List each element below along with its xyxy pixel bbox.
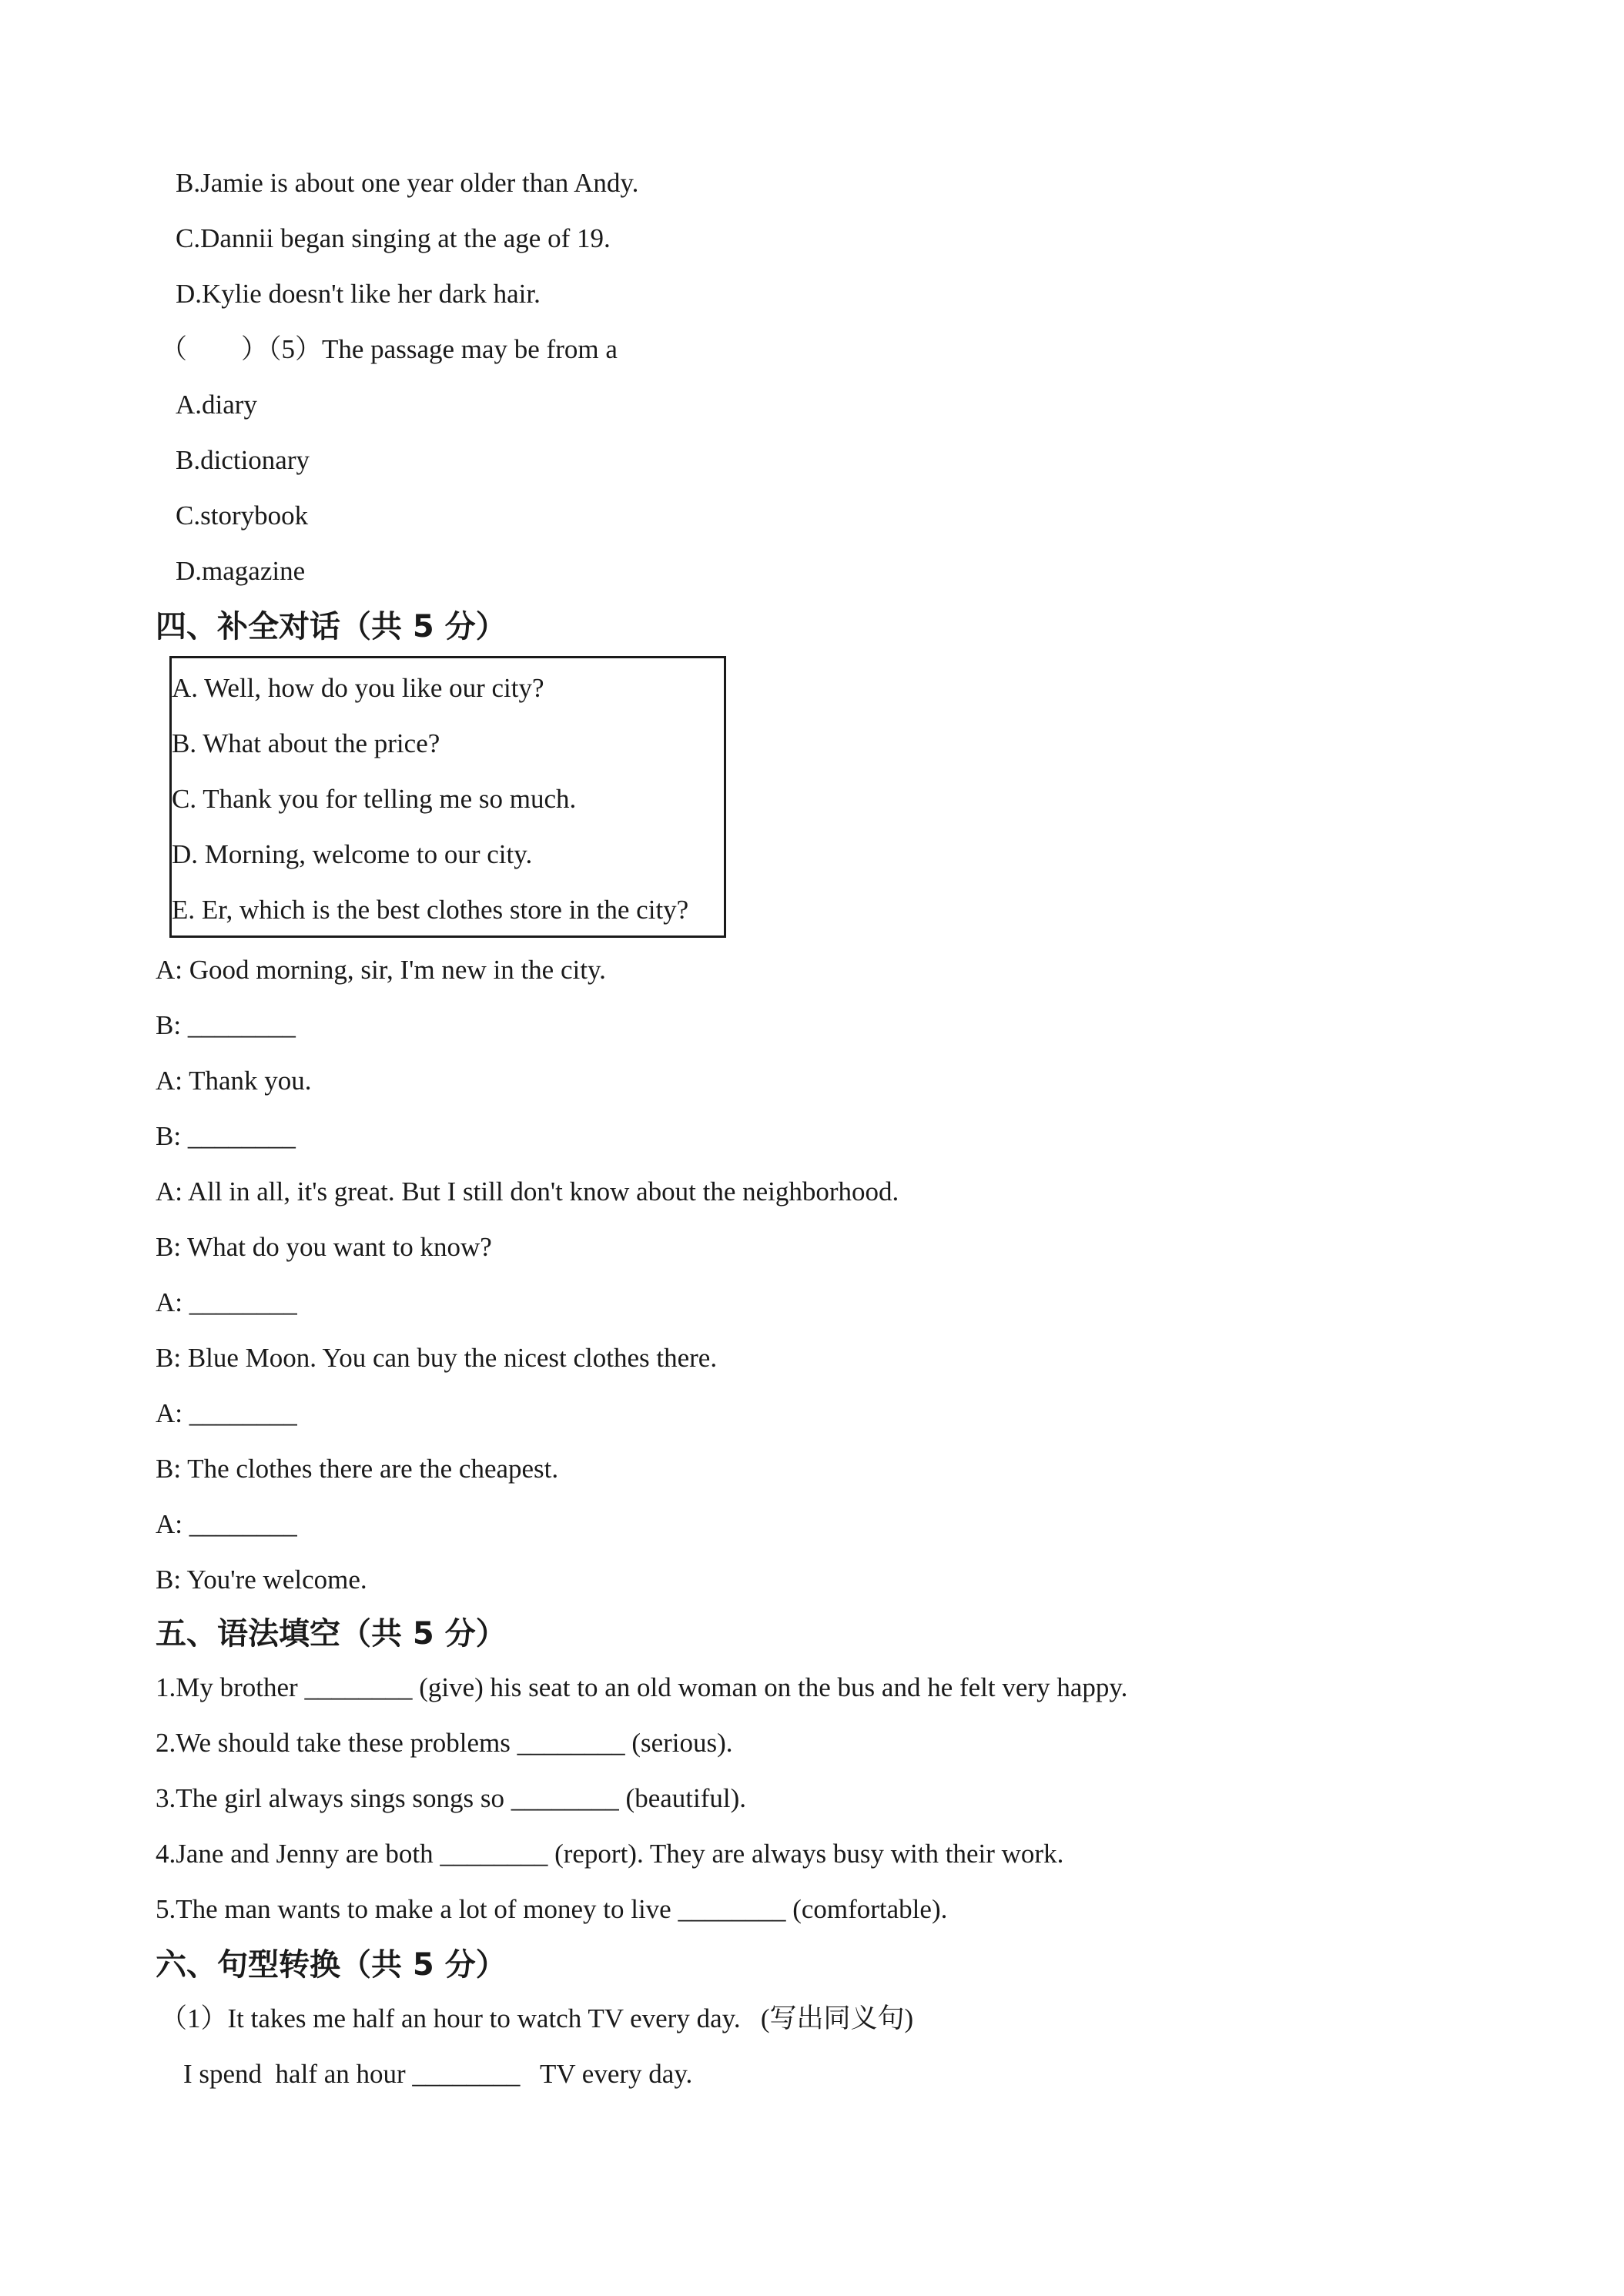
dialogue-line: A: ________ (156, 1287, 297, 1317)
grammar-item: 2.We should take these problems ________ (serious). (156, 1728, 733, 1758)
dialogue-line: B: ________ (156, 1121, 296, 1151)
section4-heading: 四、补全对话（共 5 分） (156, 609, 507, 644)
dialogue-line: B: You're welcome. (156, 1565, 367, 1595)
section6-heading: 六、句型转换（共 5 分） (156, 1947, 507, 1983)
dialogue-line: A: Thank you. (156, 1066, 312, 1096)
grammar-item: 1.My brother ________ (give) his seat to an old woman on the bus and he felt very happy. (156, 1672, 1128, 1702)
box-option-b: B. What about the price? (172, 728, 440, 758)
transform-q1-answer: I spend half an hour ________ TV every day. (183, 2059, 693, 2089)
dialogue-line: B: Blue Moon. You can buy the nicest clothes there. (156, 1343, 718, 1373)
q5-stem: （ ）（5）The passage may be from a (160, 334, 618, 364)
q5-option-c: C.storybook (176, 500, 309, 530)
q4-option-b: B.Jamie is about one year older than Andy. (176, 168, 639, 198)
dialogue-line: B: What do you want to know? (156, 1232, 492, 1262)
q5-option-d: D.magazine (176, 556, 306, 586)
dialogue-line: B: ________ (156, 1010, 296, 1040)
dialogue-line: A: ________ (156, 1509, 297, 1539)
box-option-e: E. Er, which is the best clothes store in the city? (172, 895, 689, 925)
box-option-a: A. Well, how do you like our city? (172, 673, 544, 703)
q4-option-d: D.Kylie doesn't like her dark hair. (176, 279, 541, 309)
box-option-c: C. Thank you for telling me so much. (172, 784, 577, 814)
box-option-d: D. Morning, welcome to our city. (172, 839, 533, 869)
grammar-item: 3.The girl always sings songs so ________ (beautiful). (156, 1783, 746, 1813)
transform-q1-stem: （1）It takes me half an hour to watch TV every day. (写出同义句) (160, 2003, 914, 2033)
q5-option-a: A.diary (176, 390, 257, 420)
q4-option-c: C.Dannii began singing at the age of 19. (176, 223, 611, 253)
dialogue-line: B: The clothes there are the cheapest. (156, 1454, 559, 1484)
section5-heading: 五、语法填空（共 5 分） (156, 1616, 507, 1652)
grammar-item: 4.Jane and Jenny are both ________ (report). They are always busy with their work. (156, 1839, 1064, 1869)
dialogue-line: A: Good morning, sir, I'm new in the city. (156, 955, 606, 985)
dialogue-line: A: ________ (156, 1398, 297, 1428)
grammar-item: 5.The man wants to make a lot of money to live ________ (comfortable). (156, 1894, 948, 1924)
q5-option-b: B.dictionary (176, 445, 310, 475)
dialogue-line: A: All in all, it's great. But I still don't know about the neighborhood. (156, 1176, 899, 1207)
